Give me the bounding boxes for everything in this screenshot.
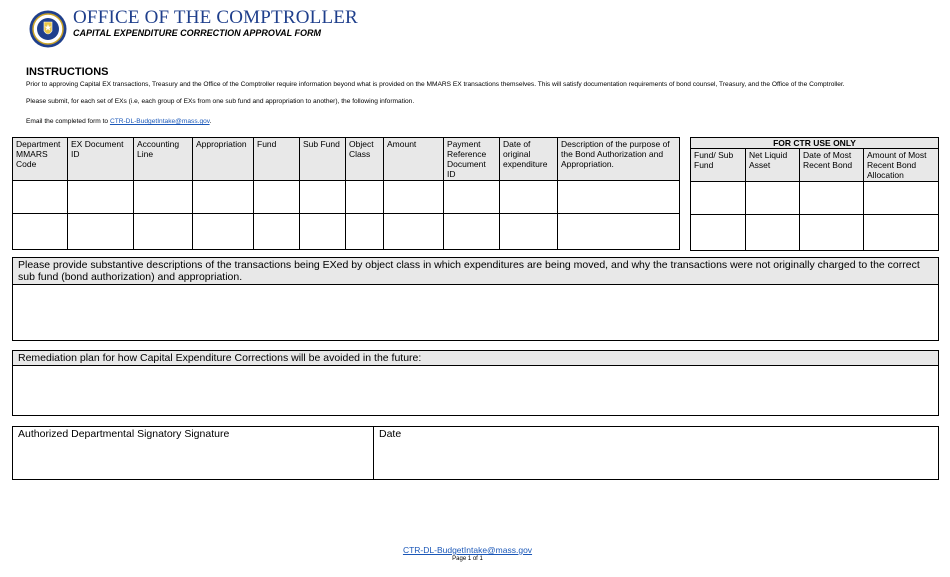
page-number: Page 1 of 1: [452, 556, 483, 562]
table-cell[interactable]: [691, 215, 746, 251]
table-cell[interactable]: [864, 182, 939, 215]
table-cell[interactable]: [864, 215, 939, 251]
remediation-input-area[interactable]: [13, 366, 938, 415]
column-header: Appropriation: [193, 138, 254, 181]
email-prefix: Email the completed form to: [26, 118, 109, 125]
instructions-heading: INSTRUCTIONS: [26, 66, 109, 78]
table-cell[interactable]: [500, 181, 558, 214]
column-header: Object Class: [346, 138, 384, 181]
date-field[interactable]: [374, 427, 938, 479]
table-cell[interactable]: [384, 214, 444, 250]
table-header-row: [13, 138, 680, 181]
column-header: Accounting Line: [134, 138, 193, 181]
table-cell[interactable]: [444, 181, 500, 214]
table-cell[interactable]: [300, 214, 346, 250]
massachusetts-seal-icon: [29, 10, 67, 48]
instructions-email-line: [26, 118, 211, 125]
table-row: [13, 214, 680, 250]
table-cell[interactable]: [134, 181, 193, 214]
ctr-use-only-table: [690, 137, 939, 251]
email-link[interactable]: CTR-DL-BudgetIntake@mass.gov: [109, 118, 210, 125]
instructions-paragraph-1: Prior to approving Capital EX transactions, Treasury and the Office of the Comptroller require information beyond what is provided on the MMARS EX transactions themselves. This will satisfy documentation requirements of bond counsel, Treasury, and the Office of the Comptroller.: [26, 81, 845, 88]
table-cell[interactable]: [254, 181, 300, 214]
table-cell[interactable]: [193, 181, 254, 214]
table-cell[interactable]: [558, 181, 680, 214]
table-cell[interactable]: [68, 181, 134, 214]
column-header: Sub Fund: [300, 138, 346, 181]
ex-transactions-table: [12, 137, 680, 250]
table-cell[interactable]: [384, 181, 444, 214]
column-header: Fund: [254, 138, 300, 181]
table-cell[interactable]: [13, 181, 68, 214]
column-header: Date of Most Recent Bond: [800, 149, 864, 182]
form-title: CAPITAL EXPENDITURE CORRECTION APPROVAL FORM: [73, 28, 322, 38]
table-cell[interactable]: [13, 214, 68, 250]
table-cell[interactable]: [800, 182, 864, 215]
footer-email-link[interactable]: CTR-DL-BudgetIntake@mass.gov: [402, 545, 533, 555]
footer-email-line: [0, 545, 935, 555]
table-cell[interactable]: [346, 214, 384, 250]
table-cell[interactable]: [254, 214, 300, 250]
table-cell[interactable]: [746, 215, 800, 251]
description-input-area[interactable]: [13, 285, 938, 337]
table-cell[interactable]: [346, 181, 384, 214]
column-header: Amount: [384, 138, 444, 181]
signature-label: Authorized Departmental Signatory Signature: [18, 428, 230, 440]
column-header: Description of the purpose of the Bond Authorization and Appropriation.: [558, 138, 680, 181]
signature-field[interactable]: [13, 427, 374, 479]
table-cell[interactable]: [558, 214, 680, 250]
table-cell[interactable]: [193, 214, 254, 250]
description-box: [12, 257, 939, 341]
table-cell[interactable]: [691, 182, 746, 215]
column-header: Amount of Most Recent Bond Allocation: [864, 149, 939, 182]
ctr-header-row: [691, 149, 939, 182]
column-header: Net Liquid Asset: [746, 149, 800, 182]
table-row: [691, 215, 939, 251]
signature-box: [12, 426, 939, 480]
email-suffix: .: [209, 118, 212, 125]
column-header: Department MMARS Code: [13, 138, 68, 181]
column-header: Payment Reference Document ID: [444, 138, 500, 181]
table-cell[interactable]: [300, 181, 346, 214]
table-cell[interactable]: [746, 182, 800, 215]
table-cell[interactable]: [444, 214, 500, 250]
column-header: Fund/ Sub Fund: [691, 149, 746, 182]
ctr-title-row: [691, 138, 939, 149]
table-row: [13, 181, 680, 214]
table-cell[interactable]: [134, 214, 193, 250]
column-header: Date of original expenditure: [500, 138, 558, 181]
date-label: Date: [379, 428, 402, 440]
description-label: Please provide substantive descriptions of the transactions being EXed by object class in which expenditures are being moved, and why the transactions were not originally charged to the correct sub fund (bond authorization) and appropriation.: [13, 258, 938, 285]
column-header: EX Document ID: [68, 138, 134, 181]
remediation-label: Remediation plan for how Capital Expenditure Corrections will be avoided in the future:: [13, 351, 938, 366]
instructions-paragraph-2: Please submit, for each set of EXs (i.e, each group of EXs from one sub fund and appropriation to another), the following information.: [26, 98, 415, 105]
remediation-box: [12, 350, 939, 416]
office-title: OFFICE OF THE COMPTROLLER: [73, 7, 358, 28]
table-row: [691, 182, 939, 215]
table-cell[interactable]: [500, 214, 558, 250]
table-cell[interactable]: [800, 215, 864, 251]
ctr-title: FOR CTR USE ONLY: [691, 138, 939, 149]
table-cell[interactable]: [68, 214, 134, 250]
